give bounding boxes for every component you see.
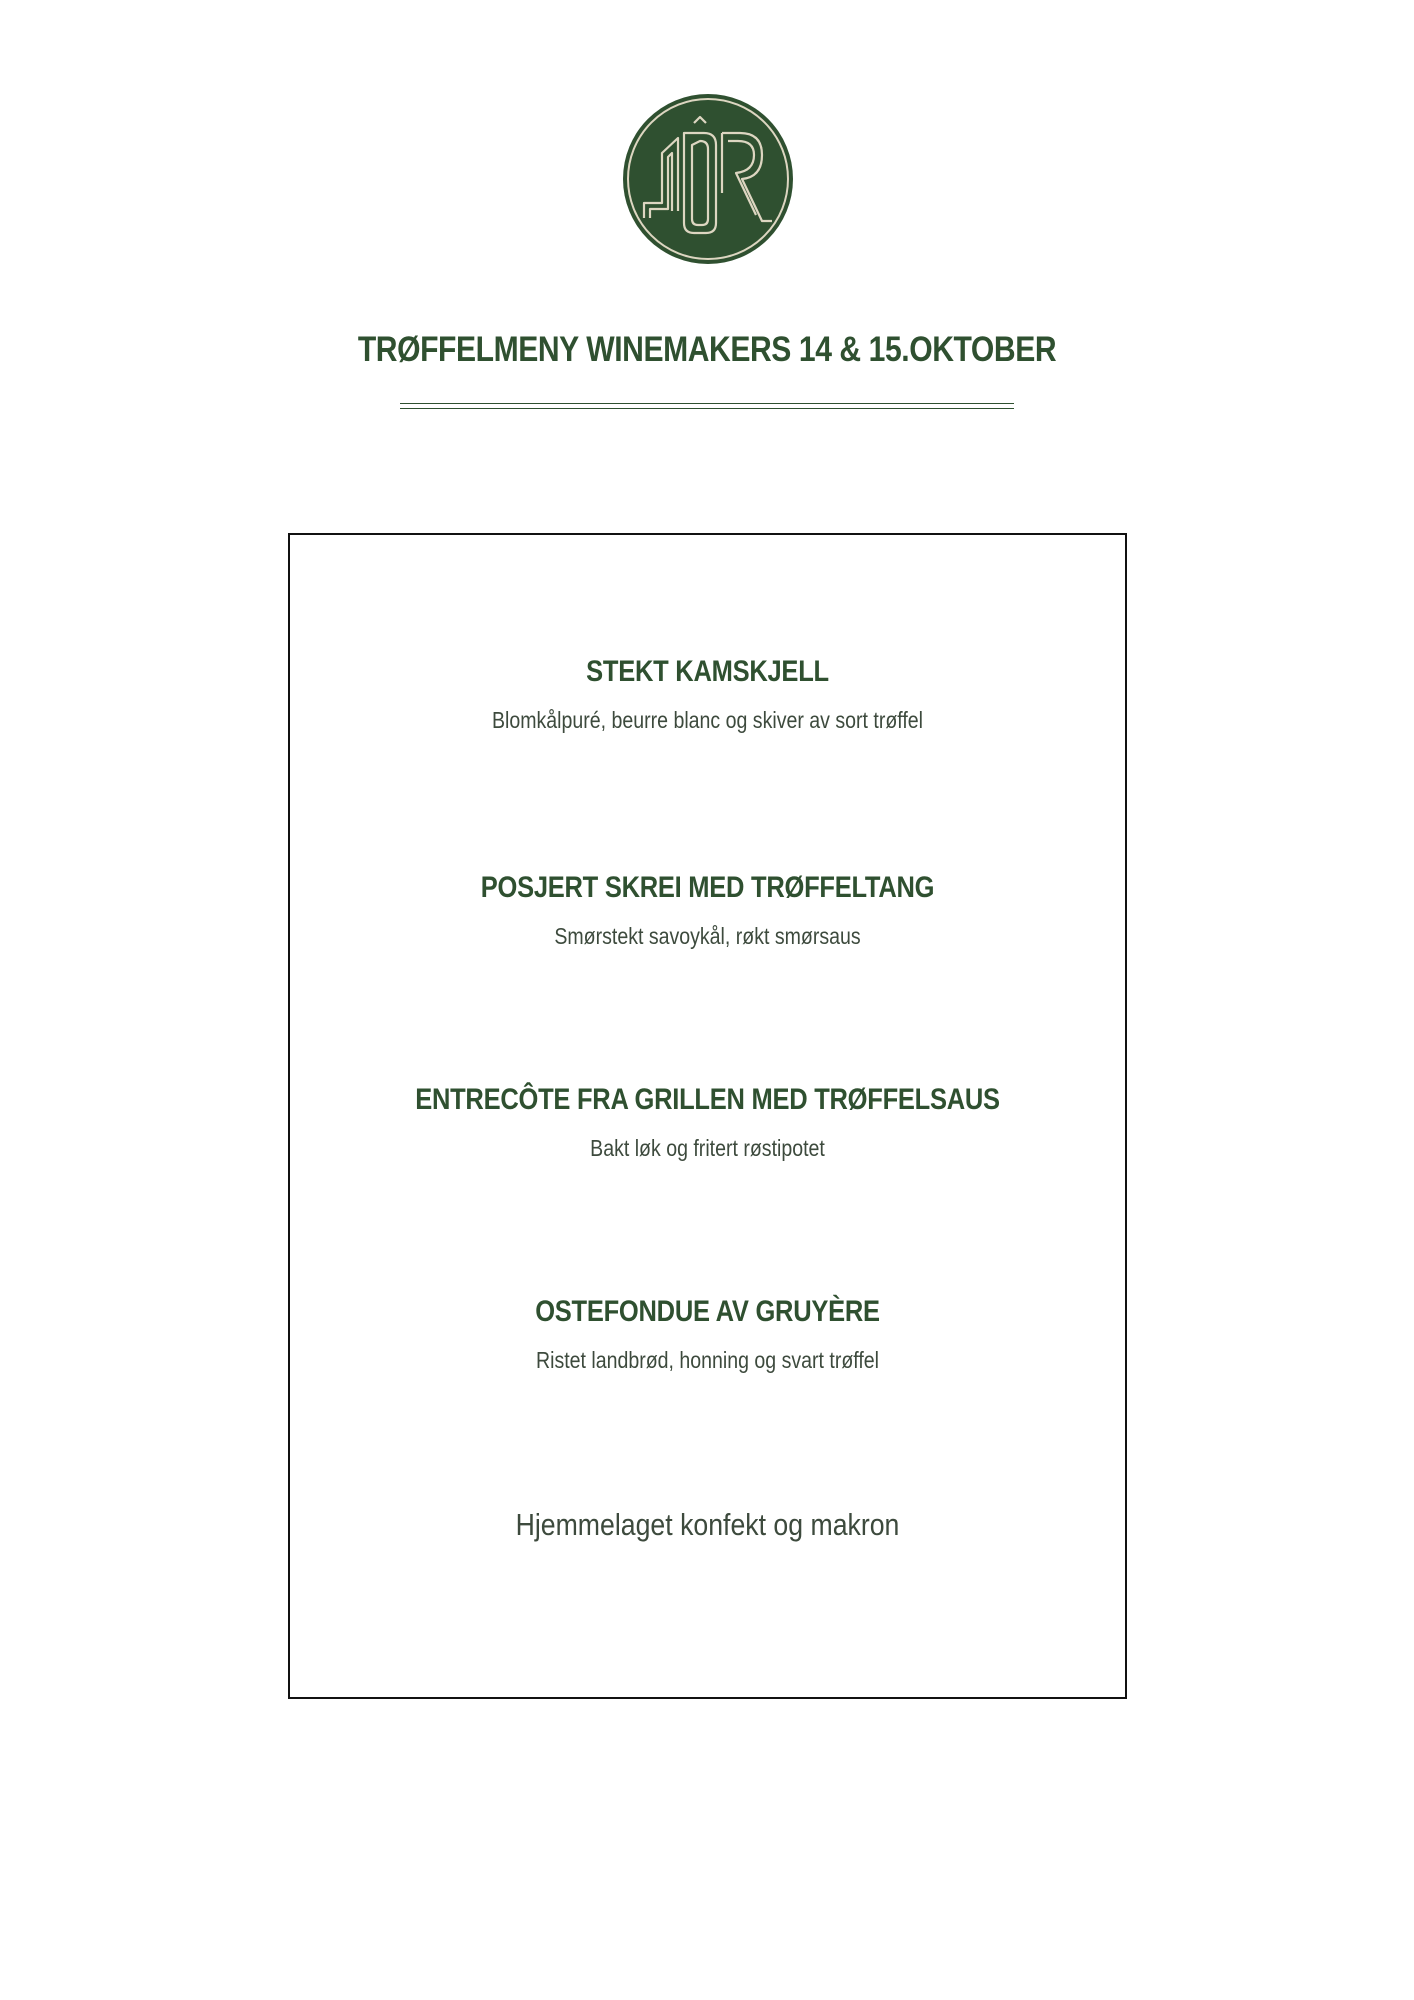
page-title: TRØFFELMENY WINEMAKERS 14 & 15.OKTOBER bbox=[357, 330, 1057, 369]
course-item bbox=[290, 871, 1125, 950]
course-description: Blomkålpuré, beurre blanc og skiver av sort trøffel bbox=[491, 707, 924, 733]
menu-box bbox=[288, 533, 1127, 1699]
course-description: Smørstekt savoykål, røkt smørsaus bbox=[554, 923, 861, 949]
title-underline bbox=[400, 403, 1014, 404]
course-description: Bakt løk og fritert røstipotet bbox=[590, 1135, 825, 1161]
course-name: ENTRECÔTE FRA GRILLEN MED TRØFFELSAUS bbox=[415, 1083, 1000, 1116]
course-description: Ristet landbrød, honning og svart trøffel bbox=[535, 1347, 880, 1373]
course-name: OSTEFONDUE AV GRUYÈRE bbox=[535, 1295, 880, 1328]
course-item bbox=[290, 655, 1125, 734]
course-name: STEKT KAMSKJELL bbox=[586, 655, 829, 688]
title-underline-second bbox=[400, 408, 1014, 409]
course-item bbox=[290, 1083, 1125, 1162]
nor-logo bbox=[622, 93, 794, 265]
finale-item bbox=[290, 1507, 1125, 1543]
course-name: POSJERT SKREI MED TRØFFELTANG bbox=[480, 871, 935, 904]
course-item bbox=[290, 1295, 1125, 1374]
finale-text: Hjemmelaget konfekt og makron bbox=[515, 1507, 900, 1542]
